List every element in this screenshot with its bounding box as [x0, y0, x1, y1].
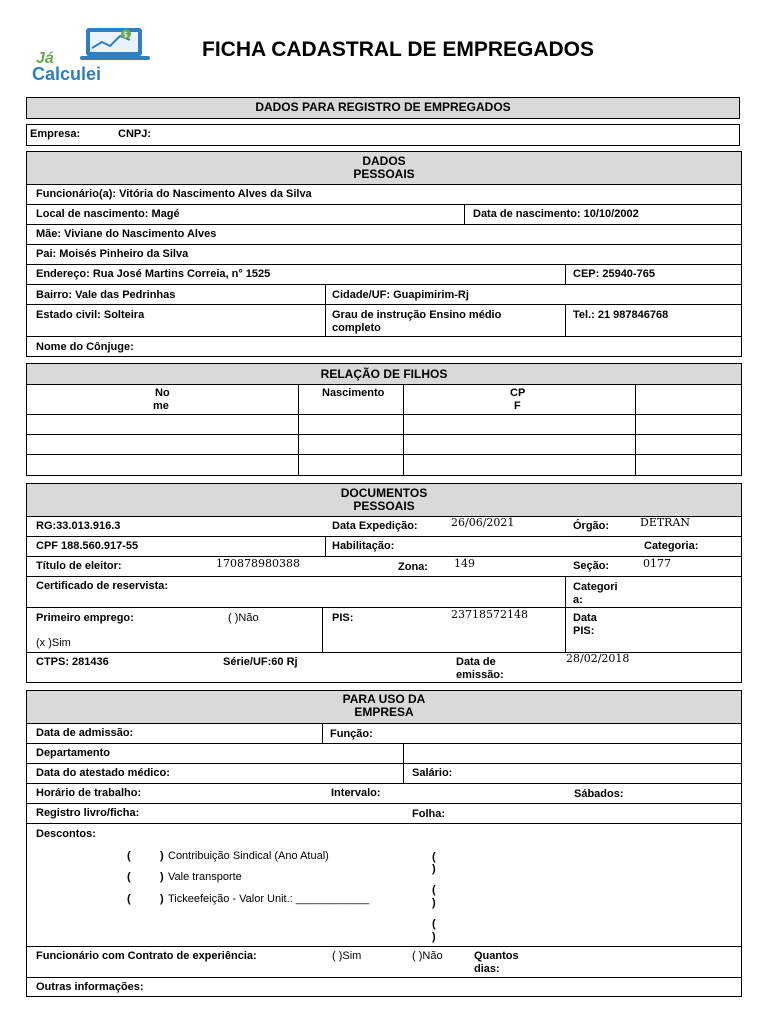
- data-expedicao-value: 26/06/2021: [451, 516, 515, 529]
- categoria-label: Categoria:: [644, 540, 699, 552]
- atestado-label: Data do atestado médico:: [36, 767, 170, 779]
- data-emissao-l1: Data de: [456, 656, 496, 668]
- primeiro-emprego-nao[interactable]: ( )Não: [228, 612, 259, 624]
- zona-value: 149: [454, 557, 475, 570]
- vale-checkbox-close[interactable]: ): [160, 871, 164, 883]
- estado-civil-field: Estado civil: Solteira: [36, 309, 145, 321]
- data-pis-l2: PIS:: [573, 625, 595, 637]
- filhos-col-nascimento: Nascimento: [322, 387, 385, 399]
- empresa-label: Empresa:: [30, 128, 81, 140]
- right-checkbox-1-open[interactable]: (: [432, 851, 436, 863]
- outras-informacoes-label: Outras informações:: [36, 981, 144, 993]
- data-emissao-l2: emissão:: [456, 669, 504, 681]
- orgao-value: DETRAN: [640, 516, 691, 529]
- ctps-field: CTPS: 281436: [36, 656, 109, 668]
- ticket-checkbox-close[interactable]: ): [160, 893, 164, 905]
- filhos-col-nome-l2: me: [153, 400, 169, 412]
- departamento-label: Departamento: [36, 747, 110, 759]
- data-emissao-value: 28/02/2018: [566, 652, 630, 665]
- uso-empresa-header: [27, 691, 741, 723]
- cpf-field: CPF 188.560.917-55: [36, 540, 139, 552]
- pis-label: PIS:: [332, 612, 354, 624]
- dados-pessoais-header-l1: DADOS: [362, 154, 406, 168]
- local-nascimento-field: Local de nascimento: Magé: [36, 208, 180, 220]
- right-checkbox-2-open[interactable]: (: [432, 884, 436, 896]
- secao-label: Seção:: [573, 560, 610, 572]
- ticket-label: Tickeefeição - Valor Unit.: ____________: [168, 893, 370, 905]
- intervalo-label: Intervalo:: [331, 787, 381, 799]
- grau-instrucao-l1: Grau de instrução Ensino médio: [332, 309, 502, 321]
- logo-line2: Calculei: [32, 64, 102, 84]
- descontos-label: Descontos:: [36, 828, 96, 840]
- mae-field: Mãe: Viviane do Nascimento Alves: [36, 228, 217, 240]
- right-checkbox-2-close[interactable]: ): [432, 897, 436, 909]
- salario-label: Salário:: [412, 767, 453, 779]
- right-checkbox-3-close[interactable]: ): [432, 931, 436, 943]
- horario-label: Horário de trabalho:: [36, 787, 142, 799]
- funcionario-field: Funcionário(a): Vitória do Nascimento Alves da Silva: [36, 188, 312, 200]
- cidade-field: Cidade/UF: Guapimirim-Rj: [332, 289, 469, 301]
- svg-text:$: $: [123, 30, 129, 39]
- grau-instrucao-l2: completo: [332, 322, 381, 334]
- ticket-checkbox-open[interactable]: (: [127, 893, 131, 905]
- documentos-header-l1: DOCUMENTOS: [340, 486, 428, 500]
- section-registro-header: DADOS PARA REGISTRO DE EMPREGADOS: [26, 97, 740, 119]
- pai-field: Pai: Moisés Pinheiro da Silva: [36, 248, 189, 260]
- logo: [28, 24, 158, 84]
- zona-label: Zona:: [398, 561, 428, 573]
- dados-pessoais-header-l2: PESSOAIS: [353, 167, 415, 181]
- laptop-chart-icon: [78, 24, 154, 62]
- reservista-label: Certificado de reservista:: [36, 580, 169, 592]
- data-nascimento-field: Data de nascimento: 10/10/2002: [473, 208, 639, 220]
- primeiro-emprego-label: Primeiro emprego:: [36, 612, 134, 624]
- titulo-eleitor-label: Título de eleitor:: [36, 560, 122, 572]
- data-expedicao-label: Data Expedição:: [332, 520, 418, 532]
- primeiro-emprego-sim[interactable]: (x )Sim: [36, 637, 71, 649]
- contrib-label: Contribuição Sindical (Ano Atual): [168, 850, 329, 862]
- admissao-label: Data de admissão:: [36, 727, 134, 739]
- folha-label: Folha:: [412, 808, 445, 820]
- uso-empresa-header-l1: PARA USO DA: [342, 692, 426, 706]
- cnpj-label: CNPJ:: [118, 128, 152, 140]
- secao-value: 0177: [643, 557, 671, 570]
- contrato-experiencia-label: Funcionário com Contrato de experiência:: [36, 950, 257, 962]
- rg-field: RG:33.013.916.3: [36, 520, 121, 532]
- categoria2-l1: Categori: [573, 581, 618, 593]
- conjuge-field: Nome do Cônjuge:: [36, 341, 134, 353]
- dados-pessoais-header: [27, 152, 741, 184]
- uso-empresa-header-l2: EMPRESA: [354, 705, 414, 719]
- documentos-header: [27, 484, 741, 516]
- quantos-dias-l2: dias:: [474, 963, 500, 975]
- contrib-checkbox-open[interactable]: (: [127, 850, 131, 862]
- sabados-label: Sábados:: [574, 788, 624, 800]
- vale-checkbox-open[interactable]: (: [127, 871, 131, 883]
- serie-uf-field: Série/UF:60 Rj: [223, 656, 298, 668]
- filhos-header: RELAÇÃO DE FILHOS: [27, 364, 741, 384]
- endereco-field: Endereço: Rua José Martins Correia, n° 1525: [36, 268, 271, 280]
- telefone-field: Tel.: 21 987846768: [573, 309, 669, 321]
- page-title: FICHA CADASTRAL DE EMPREGADOS: [202, 38, 595, 61]
- contrato-nao[interactable]: ( )Não: [412, 950, 443, 962]
- contrib-checkbox-close[interactable]: ): [160, 850, 164, 862]
- right-checkbox-3-open[interactable]: (: [432, 918, 436, 930]
- logo-line1: Já: [36, 50, 54, 67]
- quantos-dias-l1: Quantos: [474, 950, 519, 962]
- documentos-header-l2: PESSOAIS: [353, 499, 415, 513]
- filhos-col-nome-l1: No: [155, 387, 170, 399]
- vale-label: Vale transporte: [168, 871, 242, 883]
- registro-label: Registro livro/ficha:: [36, 807, 140, 819]
- categoria2-l2: a:: [573, 594, 583, 606]
- bairro-field: Bairro: Vale das Pedrinhas: [36, 289, 176, 301]
- data-pis-l1: Data: [573, 612, 597, 624]
- contrato-sim[interactable]: ( )Sim: [332, 950, 362, 962]
- habilitacao-label: Habilitação:: [332, 540, 395, 552]
- titulo-eleitor-value: 170878980388: [216, 557, 300, 570]
- cep-field: CEP: 25940-765: [573, 268, 655, 280]
- funcao-label: Função:: [330, 728, 373, 740]
- filhos-col-cpf-l1: CP: [510, 387, 526, 399]
- pis-value: 23718572148: [451, 608, 528, 621]
- right-checkbox-1-close[interactable]: ): [432, 863, 436, 875]
- filhos-col-cpf-l2: F: [514, 400, 521, 412]
- orgao-label: Órgão:: [573, 520, 610, 532]
